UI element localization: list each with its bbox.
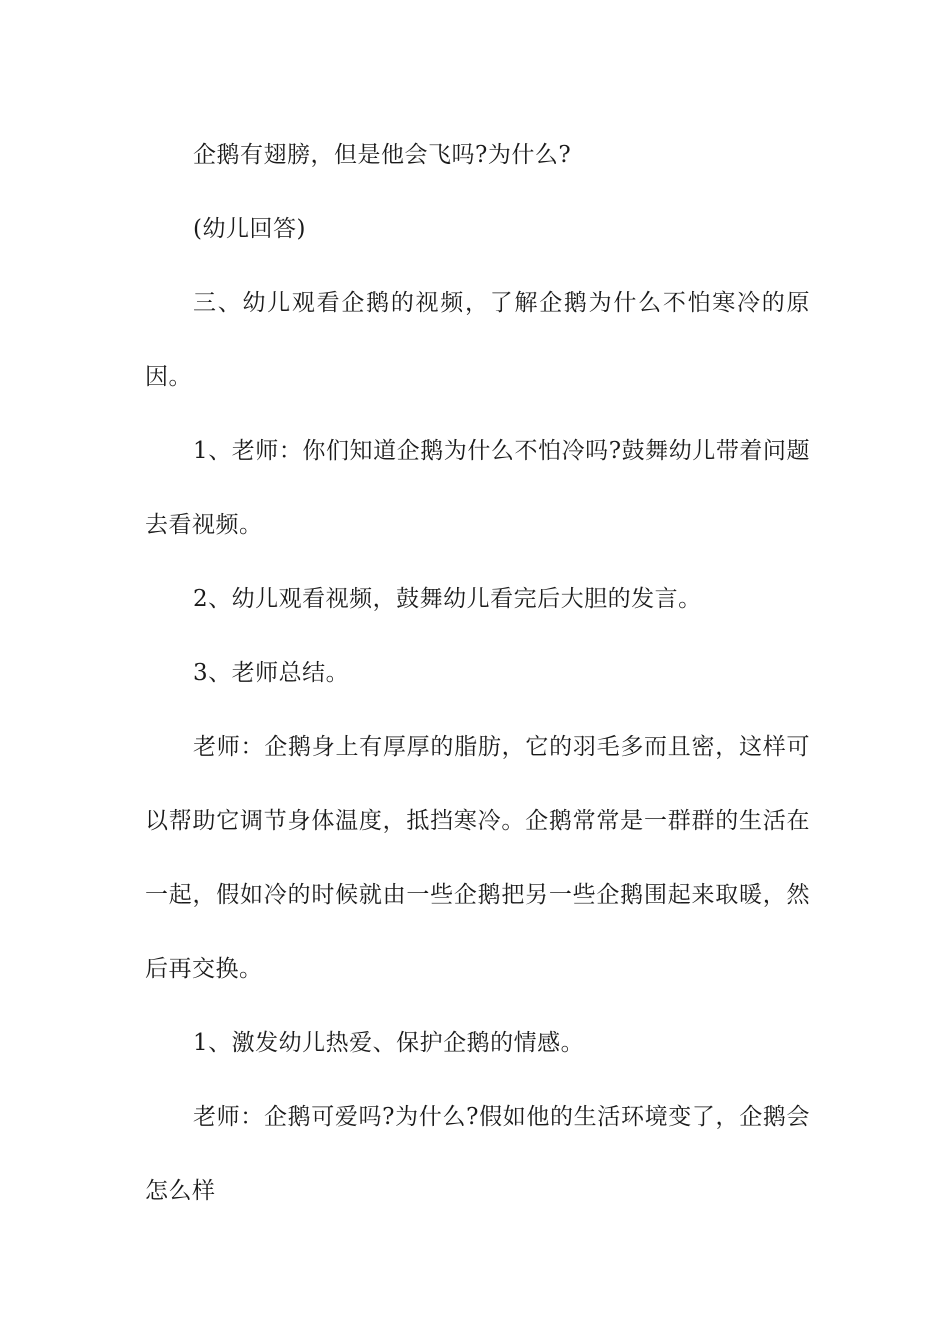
paragraph-step-one: 1、老师：你们知道企鹅为什么不怕冷吗?鼓舞幼儿带着问题去看视频。 xyxy=(145,438,810,538)
paragraph-section-three: 三、幼儿观看企鹅的视频，了解企鹅为什么不怕寒冷的原因。 xyxy=(145,290,810,390)
paragraph-step-three: 3、老师总结。 xyxy=(193,660,350,686)
paragraph-children-answer: (幼儿回答) xyxy=(193,216,306,242)
paragraph-emotion: 1、激发幼儿热爱、保护企鹅的情感。 xyxy=(193,1030,585,1056)
document-body xyxy=(145,118,810,1228)
paragraph-step-two: 2、幼儿观看视频，鼓舞幼儿看完后大胆的发言。 xyxy=(193,586,702,612)
paragraph-teacher-question: 老师：企鹅可爱吗?为什么?假如他的生活环境变了，企鹅会怎么样 xyxy=(145,1104,810,1204)
paragraph-teacher-summary: 老师：企鹅身上有厚厚的脂肪，它的羽毛多而且密，这样可以帮助它调节身体温度，抵挡寒冷。企鹅常常是一群群的生活在一起，假如冷的时候就由一些企鹅把另一些企鹅围起来取暖，然后再交换。 xyxy=(145,734,810,982)
paragraph-question-fly: 企鹅有翅膀，但是他会飞吗?为什么? xyxy=(193,142,572,168)
